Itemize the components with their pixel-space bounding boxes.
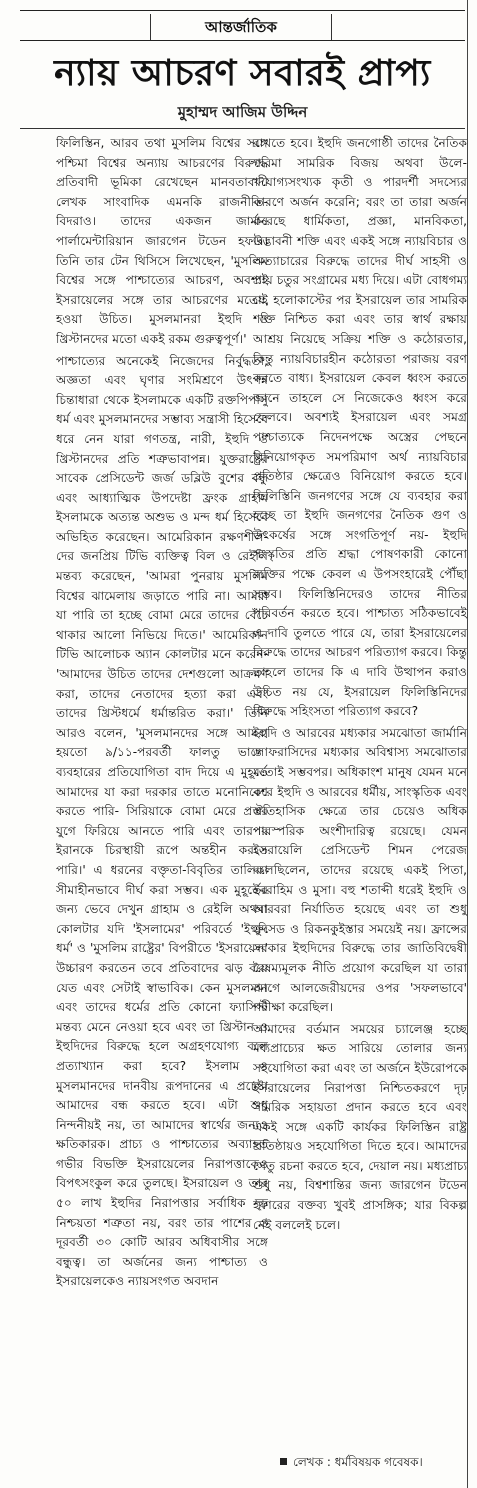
article-column-right [253, 134, 467, 1474]
paragraph: রাখতে হবে। ইহুদি জনগোষ্ঠী তাদের নৈতিক গরিমা সামরিক বিজয় অথবা উলে-খযোগ্যসংখ্যক কৃতী ও পারদর্শী সদস্যের কারণে অর্জন করেনি; বরং তা তারা অর্জন করেছে ধার্মিকতা, প্রজ্ঞা, মানবিকতা, উদ্ভাবনী শক্তি এবং একই সঙ্গে ন্যায়বিচার ও অত্যাচারের বিরুদ্ধে তাদের দীর্ঘ সাহসী ও প্রায় চতুর সংগ্রামের মধ্য দিয়ে। এটা বোধগম্য যে, হলোকাস্টের পর ইসরায়েল তার সামরিক শক্তি নিশ্চিত করা এবং তার স্বার্থ রক্ষায় আশ্রয় নিয়েছে সক্রিয় শক্তি ও কঠোরতার, কিন্তু ন্যায়বিচারহীন কঠোরতা পরাজয় বরণ করতে বাধ্য। ইসরায়েল কেবল ধ্বংস করতে জানে তাহলে সে নিজেকেও ধ্বংস করে ফেলবে। অবশ্যই ইসরায়েল এবং সমগ্র পাশ্চাত্যকে নিদেনপক্ষে অস্ত্রের পেছনে বিনিয়োগকৃত সমপরিমাণ অর্থ ন্যায়বিচার প্রতিষ্ঠার ক্ষেত্রেও বিনিয়োগ করতে হবে। ফিলিস্তিনি জনগণের সঙ্গে যে ব্যবহার করা হচ্ছে তা ইহুদি জনগণের নৈতিক গুণ ও উৎকর্ষের সঙ্গে সংগতিপূর্ণ নয়- ইহুদি সংস্কৃতির প্রতি শ্রদ্ধা পোষণকারী কোনো ব্যক্তির পক্ষে কেবল এ উপসংহারেই পৌঁছা সম্ভব। ফিলিস্তিনিদেরও তাদের নীতির পরিবর্তন করতে হবে। পাশ্চাত্য সঠিকভাবেই এ দাবি তুলতে পারে যে, তারা ইসরায়েলের বিরুদ্ধে তাদের আচরণ পরিত্যাগ করবে। কিন্তু তাহলে তাদের কি এ দাবি উত্থাপন করাও উচিত নয় যে, ইসরায়েল ফিলিস্তিনিদের বিরুদ্ধে সহিংসতা পরিত্যাগ করবে? [253, 136, 467, 719]
paragraph: পাশ্চাত্যের অনেকেই নিজেদের নির্বুদ্ধতা, অজ্ঞতা এবং ঘৃণার সংমিশ্রণে উৎপন্ন চিন্তাধারা থেকে ইসলামকে একটি রক্তপিপাসু ধর্ম এবং মুসলমানদের সম্ভাব্য সন্ত্রাসী হিসেবে ধরে নেন যারা গণতন্ত্র, নারী, ইহুদি ও খ্রিস্টানদের প্রতি শত্রুভাবাপন্ন। যুক্তরাষ্ট্রের সাবেক প্রেসিডেন্ট জর্জ ডব্লিউ বুশের বন্ধু এবং আধ্যাত্মিক উপদেষ্টা ফ্রংক গ্রাহাম ইসলামকে অত্যন্ত অশুভ ও মন্দ ধর্ম হিসেবে অভিহিত করেছেন। আমেরিকান রক্ষণশীল-দের জনপ্রিয় টিভি ব্যক্তিত্ব বিল ও রেইলি মন্তব্য করেছেন, 'আমরা পুনরায় মুসলিম বিশ্বের ঝামেলায় জড়াতে পারি না। আমরা যা পারি তা হচ্ছে বোমা মেরে তাদের বেঁচে থাকার আলো নিভিয়ে দিতে।' আমেরিকান টিভি আলোচক অ্যান কোলটার মনে করেন- 'আমাদের উচিত তাদের দেশগুলো আক্রমণ করা, তাদের নেতাদের হত্যা করা এবং তাদের খ্রিস্টধর্মে ধর্মান্তরিত করা।' তিনি আরও বলেন, 'মুসলমানদের সঙ্গে আমরা হয়তো ৯/১১-পরবর্তী ফালতু ভালো ব্যবহারের প্রতিযোগিতা বাদ দিয়ে এ মুহূর্তে আমাদের যা করা দরকার তাতে মনোনিবেশ করতে পারি- সিরিয়াকে বোমা মেরে প্রস্তর যুগে ফিরিয়ে আনতে পারি এবং তারপর ইরানকে চিরস্থায়ী রূপে অন্তহীন করতে পারি।' এ ধরনের বক্তৃতা-বিবৃতির তালিকা সীমাহীনভাবে দীর্ঘ করা সম্ভব। এক মুহূর্তের জন্য ভেবে দেখুন গ্রাহাম ও রেইলি অথবা কোলটার যদি 'ইসলামের' পরিবর্তে 'ইহুদি ধর্ম' ও 'মুসলিম রাষ্ট্রের' বিপরীতে 'ইসরায়েল' উচ্চারণ করতেন তবে প্রতিবাদের ঝড় বয়ে যেত এবং সেটাই স্বাভাবিক। কেন মুসলমান এবং তাদের ধর্মের প্রতি কোনো ফ্যাসিস্ট মন্তব্য মেনে নেওয়া হবে এবং তা খ্রিস্টান ও ইহুদিদের বিরুদ্ধে হলে অগ্রহণযোগ্য বলে প্রত্যাখ্যান করা হবে? ইসলাম ও মুসলমানদের দানবীয় রূপদানের এ প্রচেষ্টা আমাদের বন্ধ করতে হবে। এটা শুধু নিন্দনীয়ই নয়, তা আমাদের স্বার্থের জন্যও ক্ষতিকারক। প্রাচ্য ও পাশ্চাত্যের অব্যাহত গভীর বিভক্তি ইসরায়েলের নিরাপত্তাকেও বিপৎসংকুল করে তুলছে। ইসরায়েল ও তার ৫০ লাখ ইহুদির নিরাপত্তার সর্বাধিক দৃঢ় নিশ্চয়তা শত্রুতা নয়, বরং তার পাশের ও দূরবর্তী ৩০ কোটি আরব অধিবাসীর সঙ্গে বন্ধুত্ব। তা অর্জনের জন্য পাশ্চাত্য ও ইসরায়েলকেও ন্যায়সংগত অবদান [56, 353, 268, 1289]
masthead-strip [0, 0, 477, 8]
author-note-text: লেখক : ধর্মবিষয়ক গবেষক। [293, 1455, 423, 1469]
square-bullet-icon [280, 1458, 287, 1465]
section-label: আন্তর্জাতিক [150, 14, 332, 41]
byline-rule [20, 128, 465, 129]
column-edge-rule [467, 0, 468, 1488]
article-column-left [56, 134, 268, 1474]
paragraph: ফিলিস্তিন, আরব তথা মুসলিম বিশ্বের সঙ্গে পশ্চিমা বিশ্বের অন্যায় আচরণের বিরুদ্ধে প্রতিবাদী ভূমিকা রেখেছেন মানবতাবাদী লেখক সাংবাদিক এমনকি রাজনীতি-বিদরাও। তাদের একজন জার্মান পার্লামেন্টারিয়ান জারগেন টডেন হফার। তিনি তার টেন থিসিসে লিখেছেন, 'মুসলিম বিশ্বের সঙ্গে পাশ্চাত্যের আচরণ, অবশ্যই ইসরায়েলের সঙ্গে তার আচরণের মতোই হওয়া উচিত। মুসলমানরা ইহুদি ও খ্রিস্টানদের মতো একই রকম গুরুত্বপূর্ণ।' [56, 136, 268, 346]
byline: মুহাম্মদ আজিম উদ্দিন [177, 103, 308, 121]
headline: ন্যায় আচরণ সবারই প্রাপ্য [54, 52, 431, 94]
top-rule [20, 10, 465, 11]
author-note [280, 1452, 470, 1472]
paragraph: ইহুদি ও আরবের মধ্যকার সমঝোতা জার্মানি ও ফরাসিদের মধ্যকার অবিশ্বাস্য সমঝোতার মতোই সম্ভবপর। অধিকাংশ মানুষ যেমন মনে করে ইহুদি ও আরবের ধর্মীয়, সাংস্কৃতিক এবং ঐতিহাসিক ক্ষেত্রে তার চেয়েও অধিক পারস্পরিক অংশীদারিত্ব রয়েছে। যেমন ইসরায়েলি প্রেসিডেন্ট শিমন পেরেজ বলেছিলেন, তাদের রয়েছে একই পিতা, ইবরাহিম ও মুসা। বহু শতাব্দী ধরেই ইহুদি ও আরবরা নির্যাতিত হয়েছে এবং তা শুধু ক্রুসেড ও রিকনকুইস্তার সময়েই নয়। ফ্রান্সের সরকার ইহুদিদের বিরুদ্ধে তার জাতিবিদ্বেষী বৈষম্যমূলক নীতি প্রয়োগ করেছিল যা তারা আগে আলজেরীয়দের ওপর 'সফলভাবে' পরীক্ষা করেছিল। [253, 725, 467, 1015]
paragraph: আমাদের বর্তমান সময়ের চ্যালেঞ্জ হচ্ছে মধ্যপ্রাচ্যের ক্ষত সারিয়ে তোলার জন্য সহযোগিতা করা এবং তা অর্জনে ইউরোপকে ইসরায়েলের নিরাপত্তা নিশ্চিতকরণে দৃঢ় সামরিক সহায়তা প্রদান করতে হবে এবং একই সঙ্গে একটি কার্যকর ফিলিস্তিন রাষ্ট্র প্রতিষ্ঠায়ও সহযোগিতা দিতে হবে। আমাদের সেতু রচনা করতে হবে, দেয়াল নয়। মধ্যপ্রাচ্য শুধু নয়, বিশ্বশান্তির জন্য জারগেন টডেন হফারের বক্তব্য খুবই প্রাসঙ্গিক; যার বিকল্প নেই বললেই চলে। [253, 1021, 467, 1232]
section-rule [20, 40, 465, 41]
